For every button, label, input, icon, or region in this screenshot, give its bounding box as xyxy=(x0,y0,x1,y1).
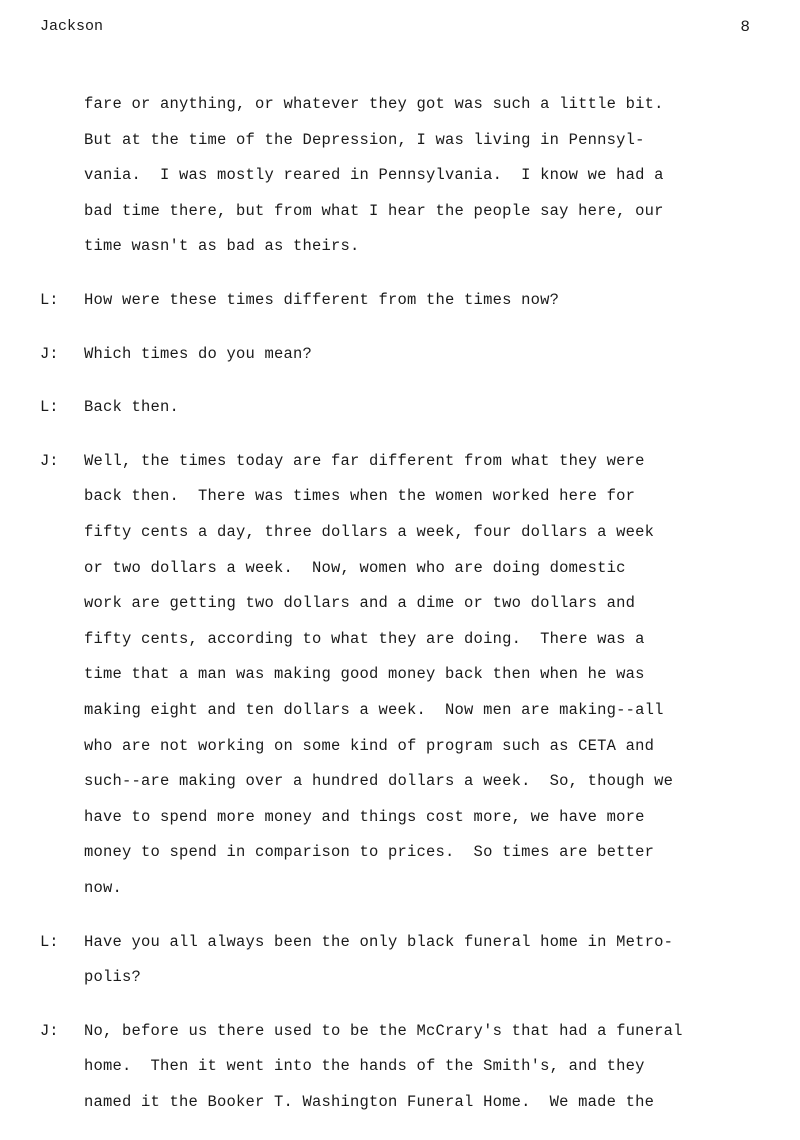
transcript-line: How were these times different from the times now? xyxy=(84,291,560,309)
transcript-line: Which times do you mean? xyxy=(84,344,313,363)
transcript-line: named it the Booker T. Washington Funeral Home. We made the xyxy=(84,1093,655,1111)
page-header xyxy=(40,18,750,42)
transcript-line: bad time there, but from what I hear the people say here, our xyxy=(84,201,664,220)
transcript-line: time wasn't as bad as theirs. xyxy=(84,237,360,256)
speaker-label: L: xyxy=(40,932,59,951)
transcript-line: have to spend more money and things cost more, we have more xyxy=(84,807,645,826)
transcript-line: back then. There was times when the women worked here for xyxy=(84,487,636,506)
transcript-line: such--are making over a hundred dollars a week. So, though we xyxy=(84,772,674,791)
speaker-label: J: xyxy=(40,451,59,470)
speaker-label: J: xyxy=(40,1021,59,1040)
header-interviewee-name: Jackson xyxy=(40,18,104,35)
speaker-label: L: xyxy=(40,291,59,309)
speaker-label: L: xyxy=(40,398,59,417)
transcript-line: Back then. xyxy=(84,398,180,417)
transcript-line: vania. I was mostly reared in Pennsylvania. I know we had a xyxy=(84,166,664,185)
transcript-line: or two dollars a week. Now, women who are doing domestic xyxy=(84,558,626,577)
transcript-line: who are not working on some kind of program such as CETA and xyxy=(84,736,655,755)
transcript-line: fifty cents, according to what they are doing. There was a xyxy=(84,629,645,648)
transcript-line: home. Then it went into the hands of the Smith's, and they xyxy=(84,1057,645,1076)
transcript-line: work are getting two dollars and a dime or two dollars and xyxy=(84,594,636,613)
page-number: 8 xyxy=(740,18,750,36)
transcript-line: But at the time of the Depression, I was living in Pennsyl- xyxy=(84,130,645,149)
transcript-line: time that a man was making good money back then when he was xyxy=(84,665,645,684)
transcript-line: making eight and ten dollars a week. Now men are making--all xyxy=(84,701,664,719)
transcript-line: Well, the times today are far different from what they were xyxy=(84,451,645,470)
transcript-line: now. xyxy=(84,879,123,897)
transcript-line: No, before us there used to be the McCrary's that had a funeral xyxy=(84,1021,683,1040)
transcript-line: polis? xyxy=(84,968,142,987)
transcript-line: fare or anything, or whatever they got was such a little bit. xyxy=(84,95,664,113)
transcript-line: fifty cents a day, three dollars a week, four dollars a week xyxy=(84,523,655,541)
speaker-label: J: xyxy=(40,344,59,363)
transcript-line: Have you all always been the only black funeral home in Metro- xyxy=(84,932,674,951)
transcript-line: money to spend in comparison to prices. So times are better xyxy=(84,843,655,862)
